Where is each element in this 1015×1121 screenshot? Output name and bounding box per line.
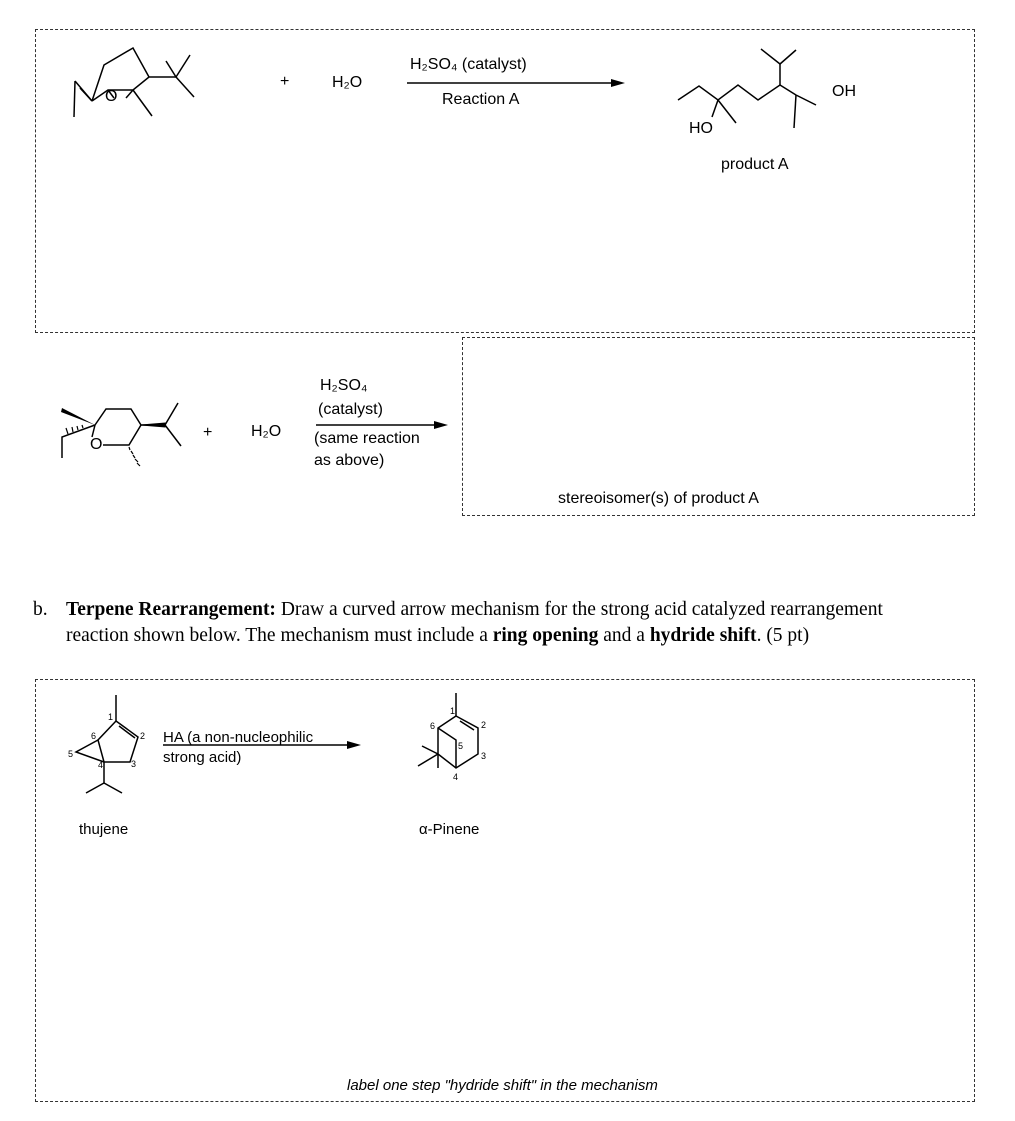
reaction-b-conditions-3: (same reaction: [314, 430, 420, 447]
question-b-text-3: and a: [598, 625, 650, 646]
thujene-number-4: 4: [98, 760, 104, 770]
reactant-b-structure: [55, 385, 195, 475]
question-b-bold-hydride-shift: hydride shift: [649, 625, 757, 646]
thujene-number-3: 3: [131, 759, 137, 769]
question-b-line-2: [66, 625, 809, 647]
terpene-conditions-1: HA (a non-nucleophilic: [163, 729, 314, 746]
alpha-pinene-structure: [400, 688, 500, 808]
reactant-b-oxygen-label: O: [90, 436, 103, 453]
reactant-a-oxygen-label: O: [105, 88, 118, 105]
question-b-text-4: . (5 pt): [756, 625, 810, 646]
reaction-a-label: Reaction A: [442, 91, 520, 108]
thujene-number-2: 2: [140, 731, 146, 741]
hydride-shift-instruction: label one step "hydride shift" in the mechanism: [347, 1077, 658, 1094]
pinene-number-4: 4: [453, 772, 459, 782]
question-b-marker: b.: [33, 599, 48, 620]
product-a-caption: product A: [721, 156, 789, 173]
pinene-number-1: 1: [450, 706, 456, 716]
pinene-number-5: 5: [458, 741, 464, 751]
product-a-structure: [676, 45, 846, 130]
question-b-bold-ring-opening: ring opening: [492, 625, 599, 646]
reaction-b-conditions-4: as above): [314, 452, 385, 469]
reaction-b-water: H₂O: [251, 423, 282, 440]
reaction-b-conditions-1: H₂SO₄: [320, 377, 368, 394]
thujene-number-6: 6: [91, 731, 97, 741]
reaction-a-arrow: [407, 78, 625, 90]
reaction-a-water: H₂O: [332, 74, 363, 91]
alpha-pinene-caption: α-Pinene: [419, 821, 480, 838]
reaction-b-plus: +: [203, 424, 213, 441]
terpene-conditions-2: strong acid): [163, 749, 242, 766]
product-a-hydroxyl-right: OH: [832, 83, 856, 100]
pinene-number-6: 6: [430, 721, 436, 731]
thujene-number-1: 1: [108, 712, 114, 722]
reaction-b-conditions-2: (catalyst): [318, 401, 383, 418]
question-b-title: Terpene Rearrangement:: [66, 599, 276, 620]
thujene-number-5: 5: [68, 749, 74, 759]
question-b-text-2: reaction shown below. The mechanism must include a: [66, 625, 493, 646]
product-a-hydroxyl-left: HO: [689, 120, 713, 137]
stereoisomer-answer-caption: stereoisomer(s) of product A: [558, 490, 759, 507]
question-b-line-1: [66, 599, 883, 621]
reaction-a-plus: +: [280, 73, 290, 90]
reaction-a-conditions-top: H₂SO₄ (catalyst): [410, 56, 527, 73]
pinene-number-3: 3: [481, 751, 487, 761]
thujene-caption: thujene: [79, 821, 129, 838]
reactant-a-structure: [70, 40, 210, 125]
thujene-structure: [60, 690, 160, 810]
question-b-text-1: Draw a curved arrow mechanism for the strong acid catalyzed rearrangement: [275, 599, 883, 620]
pinene-number-2: 2: [481, 720, 487, 730]
